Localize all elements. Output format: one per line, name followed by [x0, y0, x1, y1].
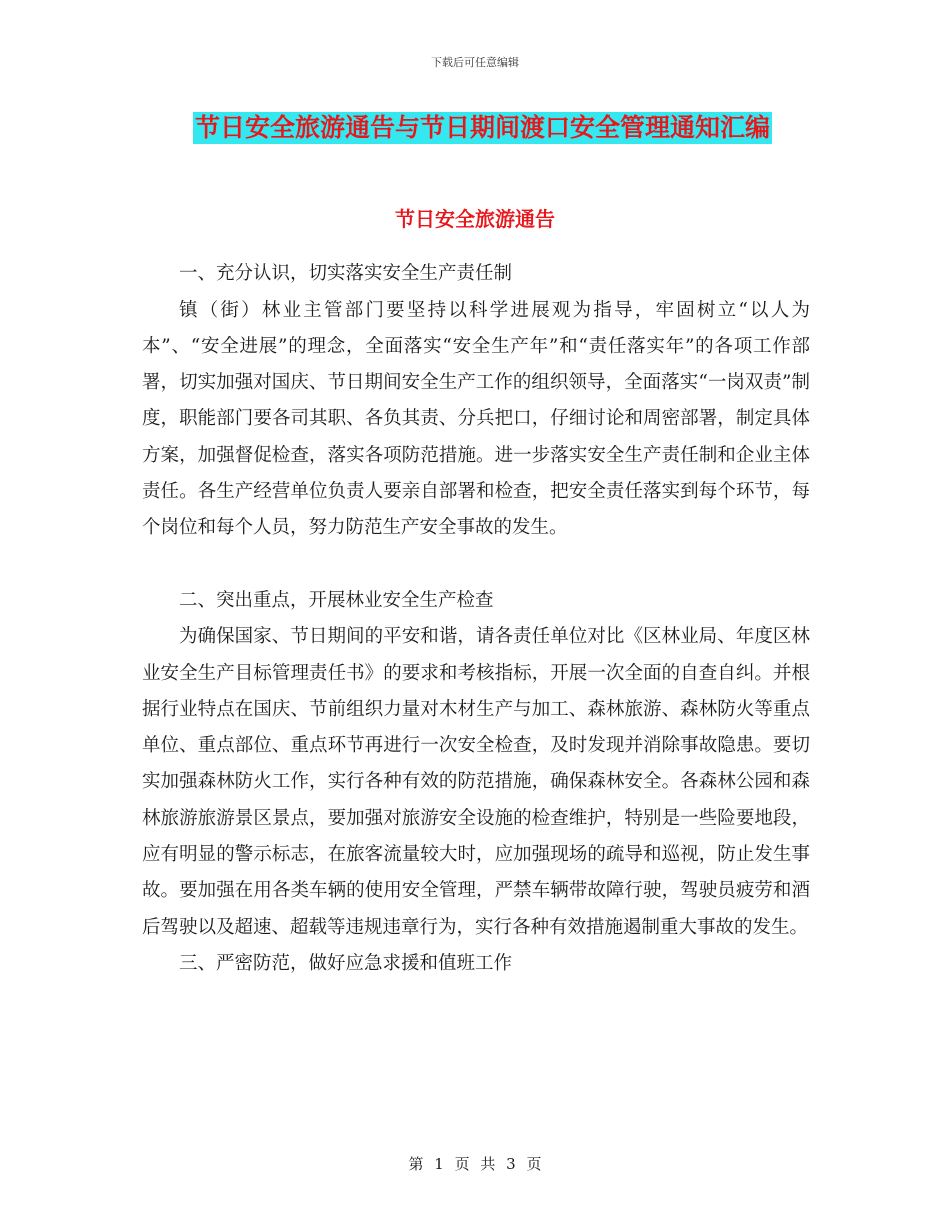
paragraph-heading-2: 二、突出重点，开展林业安全生产检查 [179, 589, 494, 611]
document-title: 节日安全旅游通告与节日期间渡口安全管理通知汇编 [195, 113, 771, 142]
paragraph-heading-1: 一、充分认识，切实落实安全生产责任制 [179, 263, 513, 285]
section-title: 节日安全旅游通告 [395, 207, 555, 231]
spacer [142, 220, 810, 256]
header-note: 下载后可任意编辑 [431, 56, 519, 69]
paragraph-1: 镇（街）林业主管部门要坚持以科学进展观为指导，牢固树立“以人为本”、“安全进展”的理念，全面落实“安全生产年”和“责任落实年”的各项工作部署，切实加强对国庆、节日期间安全生产工作的组织领导，全面落实“一岗双责”制度，职能部门要各司其职、各负其责、分兵把口，仔细讨论和周密部署，制定具体方案，加强督促检查，落实各项防范措施。进一步落实安全生产责任制和企业主体责任。各生产经营单位负责人要亲自部署和检查，把安全责任落实到每个环节，每个岗位和每个人员，努力防范生产安全事故的发生。 [142, 299, 810, 539]
paragraph-2: 为确保国家、节日期间的平安和谐，请各责任单位对比《区林业局、年度区林业安全生产目标管理责任书》的要求和考核指标，开展一次全面的自查自纠。并根据行业特点在国庆、节前组织力量对木材生产与加工、森林旅游、森林防火等重点单位、重点部位、重点环节再进行一次安全检查，及时发现并消除事故隐患。要切实加强森林防火工作，实行各种有效的防范措施，确保森林安全。各森林公园和森林旅游旅游景区景点，要加强对旅游安全设施的检查维护，特别是一些险要地段，应有明显的警示标志，在旅客流量较大时，应加强现场的疏导和巡视，防止发生事故。要加强在用各类车辆的使用安全管理，严禁车辆带故障行驶，驾驶员疲劳和酒后驾驶以及超速、超载等违规违章行为，实行各种有效措施遏制重大事故的发生。 [142, 626, 810, 938]
spacer [142, 547, 810, 583]
paragraph-heading-3: 三、严密防范，做好应急求援和值班工作 [179, 952, 513, 974]
document-body [142, 220, 810, 982]
page-footer: 第 1 页 共 3 页 [408, 1155, 542, 1173]
